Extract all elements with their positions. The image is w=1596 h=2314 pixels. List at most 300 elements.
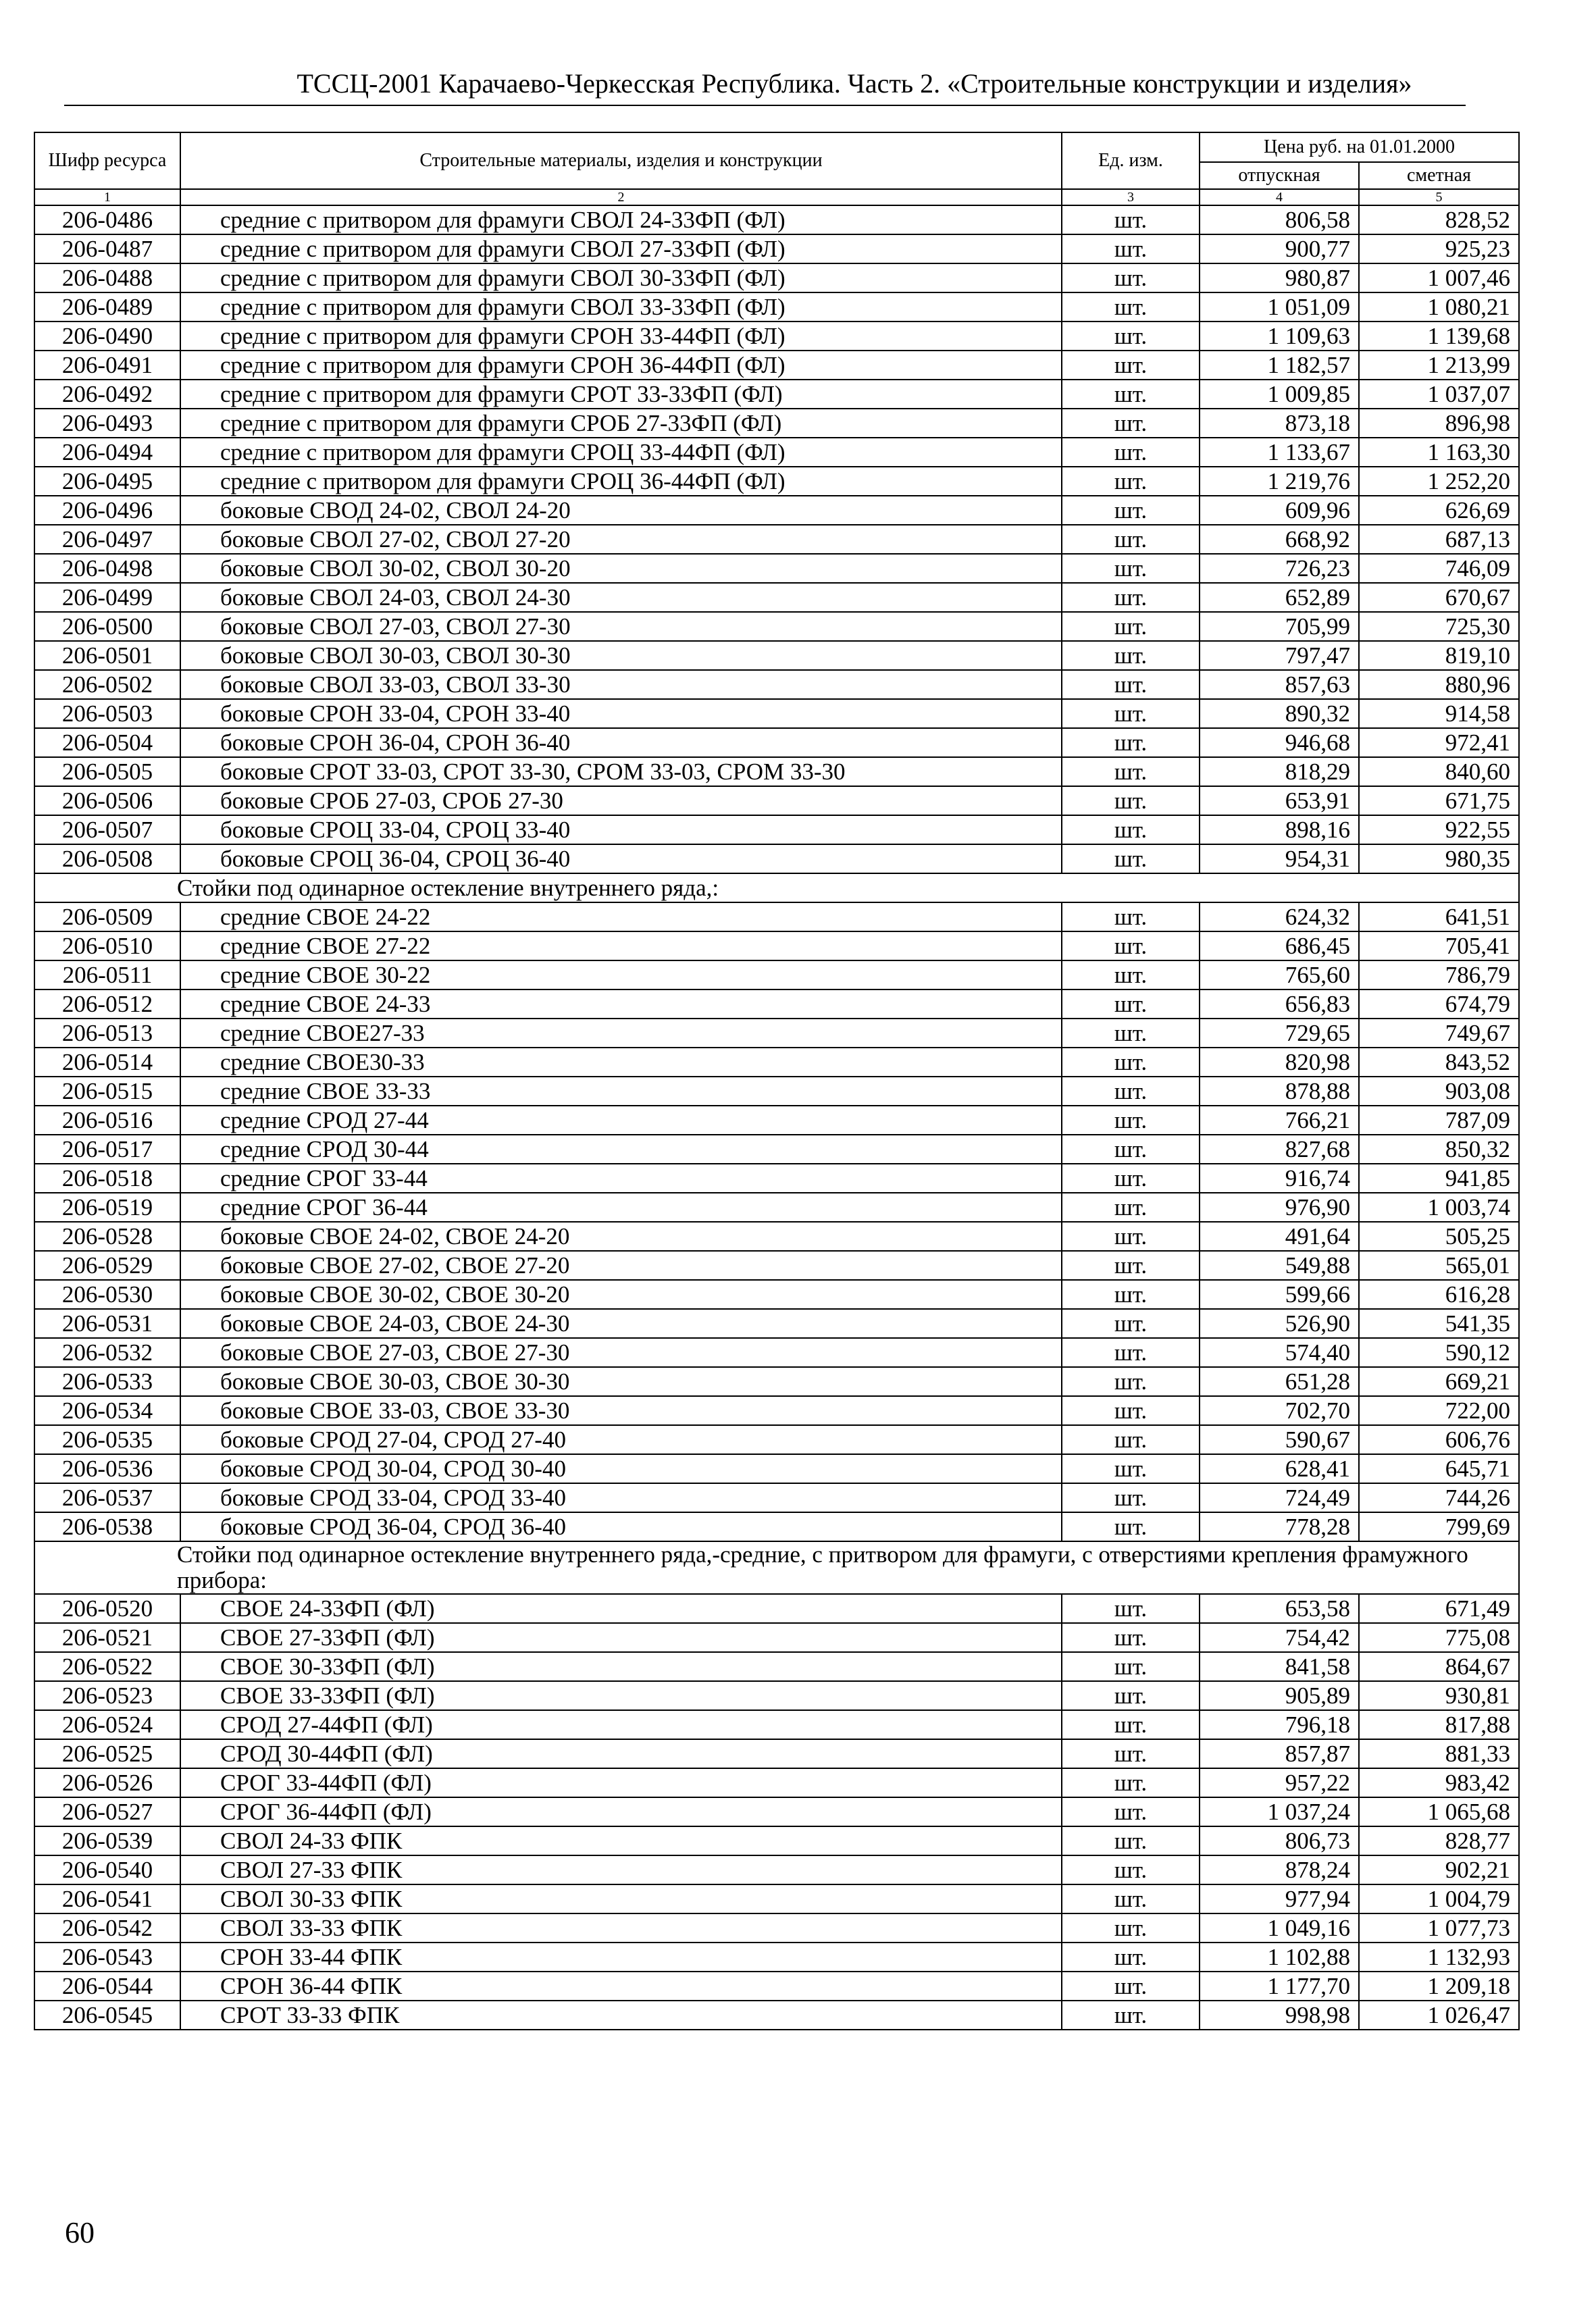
table-row [34,234,1519,263]
material-name: боковые СРОД 27-04, СРОД 27-40 [180,1425,1062,1454]
estimate-price: 1 132,93 [1359,1943,1519,1972]
material-name: боковые СРОЦ 36-04, СРОЦ 36-40 [180,844,1062,873]
estimate-price: 606,76 [1359,1425,1519,1454]
material-name: боковые СВОЕ 27-03, СВОЕ 27-30 [180,1338,1062,1367]
unit-cell: шт. [1062,292,1200,322]
estimate-price: 1 026,47 [1359,2001,1519,2030]
resource-code: 206-0503 [34,699,180,728]
table-row [34,1425,1519,1454]
resource-code: 206-0511 [34,960,180,989]
material-name: СВОЕ 30-33ФП (ФЛ) [180,1652,1062,1681]
estimate-price: 819,10 [1359,641,1519,670]
estimate-price: 787,09 [1359,1106,1519,1135]
material-name: СВОЛ 33-33 ФПК [180,1913,1062,1943]
material-name: средние СВОЕ 24-33 [180,989,1062,1019]
table-row [34,786,1519,815]
table-row [34,409,1519,438]
section-title: Стойки под одинарное остекление внутреннего ряда,-средние, с притвором для фрамуги, с отверстиями крепления фрамужного прибора: [34,1541,1519,1594]
resource-code: 206-0507 [34,815,180,844]
resource-code: 206-0497 [34,525,180,554]
unit-cell: шт. [1062,815,1200,844]
material-name: средние СВОЕ 24-22 [180,902,1062,931]
resource-code: 206-0515 [34,1077,180,1106]
resource-code: 206-0494 [34,438,180,467]
material-name: средние СРОГ 33-44 [180,1164,1062,1193]
table-row [34,931,1519,960]
unit-cell: шт. [1062,496,1200,525]
material-name: боковые СРОБ 27-03, СРОБ 27-30 [180,786,1062,815]
release-price: 841,58 [1200,1652,1359,1681]
estimate-price: 1 004,79 [1359,1884,1519,1913]
estimate-price: 941,85 [1359,1164,1519,1193]
release-price: 765,60 [1200,960,1359,989]
release-price: 905,89 [1200,1681,1359,1710]
material-name: боковые СРОД 36-04, СРОД 36-40 [180,1512,1062,1541]
unit-cell: шт. [1062,1367,1200,1396]
table-row [34,292,1519,322]
estimate-price: 565,01 [1359,1251,1519,1280]
release-price: 857,63 [1200,670,1359,699]
material-name: СВОЕ 27-33ФП (ФЛ) [180,1623,1062,1652]
estimate-price: 828,52 [1359,205,1519,234]
resource-code: 206-0533 [34,1367,180,1396]
unit-cell: шт. [1062,1222,1200,1251]
estimate-price: 725,30 [1359,612,1519,641]
release-price: 1 037,24 [1200,1797,1359,1826]
release-price: 796,18 [1200,1710,1359,1739]
resource-code: 206-0545 [34,2001,180,2030]
estimate-price: 1 003,74 [1359,1193,1519,1222]
release-price: 766,21 [1200,1106,1359,1135]
unit-cell: шт. [1062,1797,1200,1826]
resource-code: 206-0541 [34,1884,180,1913]
estimate-price: 983,42 [1359,1768,1519,1797]
estimate-price: 749,67 [1359,1019,1519,1048]
unit-cell: шт. [1062,902,1200,931]
table-row [34,1739,1519,1768]
estimate-price: 980,35 [1359,844,1519,873]
material-name: СРОД 30-44ФП (ФЛ) [180,1739,1062,1768]
table-row [34,1623,1519,1652]
col-number: 2 [180,189,1062,205]
table-row [34,1797,1519,1826]
material-name: средние с притвором для фрамуги СРОТ 33-33ФП (ФЛ) [180,380,1062,409]
estimate-price: 687,13 [1359,525,1519,554]
resource-code: 206-0504 [34,728,180,757]
material-name: средние с притвором для фрамуги СРОБ 27-33ФП (ФЛ) [180,409,1062,438]
release-price: 686,45 [1200,931,1359,960]
release-price: 890,32 [1200,699,1359,728]
release-price: 980,87 [1200,263,1359,292]
resource-code: 206-0500 [34,612,180,641]
resource-code: 206-0505 [34,757,180,786]
estimate-price: 541,35 [1359,1309,1519,1338]
table-row [34,2001,1519,2030]
unit-cell: шт. [1062,1594,1200,1623]
unit-cell: шт. [1062,844,1200,873]
unit-cell: шт. [1062,322,1200,351]
release-price: 976,90 [1200,1193,1359,1222]
estimate-price: 786,79 [1359,960,1519,989]
table-row [34,1367,1519,1396]
col-number: 5 [1359,189,1519,205]
unit-cell: шт. [1062,205,1200,234]
resource-code: 206-0489 [34,292,180,322]
estimate-price: 1 037,07 [1359,380,1519,409]
release-price: 818,29 [1200,757,1359,786]
estimate-price: 1 077,73 [1359,1913,1519,1943]
unit-cell: шт. [1062,438,1200,467]
table-row [34,263,1519,292]
col-header-code: Шифр ресурса [34,132,180,189]
release-price: 878,24 [1200,1855,1359,1884]
material-name: средние СРОД 27-44 [180,1106,1062,1135]
table-row [34,322,1519,351]
table-row [34,496,1519,525]
release-price: 574,40 [1200,1338,1359,1367]
table-row [34,1826,1519,1855]
col-number: 4 [1200,189,1359,205]
table-row [34,1077,1519,1106]
unit-cell: шт. [1062,351,1200,380]
material-name: средние с притвором для фрамуги СРОЦ 33-44ФП (ФЛ) [180,438,1062,467]
col-header-unit: Ед. изм. [1062,132,1200,189]
unit-cell: шт. [1062,583,1200,612]
release-price: 778,28 [1200,1512,1359,1541]
estimate-price: 744,26 [1359,1483,1519,1512]
resource-code: 206-0534 [34,1396,180,1425]
material-name: средние СРОГ 36-44 [180,1193,1062,1222]
col-number: 3 [1062,189,1200,205]
unit-cell: шт. [1062,670,1200,699]
estimate-price: 914,58 [1359,699,1519,728]
table-row [34,583,1519,612]
material-name: средние СВОЕ 27-22 [180,931,1062,960]
resource-code: 206-0535 [34,1425,180,1454]
estimate-price: 881,33 [1359,1739,1519,1768]
resource-code: 206-0512 [34,989,180,1019]
resource-code: 206-0519 [34,1193,180,1222]
table-row [34,1048,1519,1077]
unit-cell: шт. [1062,1623,1200,1652]
estimate-price: 925,23 [1359,234,1519,263]
unit-cell: шт. [1062,931,1200,960]
table-row [34,1884,1519,1913]
material-name: СРОГ 33-44ФП (ФЛ) [180,1768,1062,1797]
resource-code: 206-0518 [34,1164,180,1193]
estimate-price: 864,67 [1359,1652,1519,1681]
table-row [34,1280,1519,1309]
material-name: боковые СВОЕ 24-03, СВОЕ 24-30 [180,1309,1062,1338]
table-row [34,1164,1519,1193]
unit-cell: шт. [1062,1855,1200,1884]
resource-code: 206-0529 [34,1251,180,1280]
unit-cell: шт. [1062,1164,1200,1193]
estimate-price: 880,96 [1359,670,1519,699]
estimate-price: 902,21 [1359,1855,1519,1884]
resource-code: 206-0491 [34,351,180,380]
unit-cell: шт. [1062,1309,1200,1338]
table-row [34,960,1519,989]
table-row [34,554,1519,583]
resource-code: 206-0510 [34,931,180,960]
table-row [34,1943,1519,1972]
resource-code: 206-0531 [34,1309,180,1338]
material-name: боковые СВОЛ 30-03, СВОЛ 30-30 [180,641,1062,670]
table-row [34,1019,1519,1048]
resource-code: 206-0488 [34,263,180,292]
material-name: СВОЛ 27-33 ФПК [180,1855,1062,1884]
unit-cell: шт. [1062,2001,1200,2030]
estimate-price: 705,41 [1359,931,1519,960]
unit-cell: шт. [1062,525,1200,554]
unit-cell: шт. [1062,641,1200,670]
material-name: боковые СВОЛ 30-02, СВОЛ 30-20 [180,554,1062,583]
resource-code: 206-0520 [34,1594,180,1623]
release-price: 1 102,88 [1200,1943,1359,1972]
release-price: 652,89 [1200,583,1359,612]
release-price: 806,58 [1200,205,1359,234]
estimate-price: 922,55 [1359,815,1519,844]
resource-code: 206-0502 [34,670,180,699]
resource-code: 206-0540 [34,1855,180,1884]
material-name: боковые СВОЕ 27-02, СВОЕ 27-20 [180,1251,1062,1280]
table-row [34,351,1519,380]
release-price: 1 109,63 [1200,322,1359,351]
estimate-price: 1 139,68 [1359,322,1519,351]
resource-code: 206-0522 [34,1652,180,1681]
unit-cell: шт. [1062,1652,1200,1681]
unit-cell: шт. [1062,1251,1200,1280]
section-row [34,1541,1519,1594]
table-row [34,728,1519,757]
unit-cell: шт. [1062,554,1200,583]
release-price: 857,87 [1200,1739,1359,1768]
table-row [34,1855,1519,1884]
release-price: 1 009,85 [1200,380,1359,409]
estimate-price: 1 252,20 [1359,467,1519,496]
table-row [34,612,1519,641]
release-price: 656,83 [1200,989,1359,1019]
table-row [34,1972,1519,2001]
unit-cell: шт. [1062,234,1200,263]
estimate-price: 930,81 [1359,1681,1519,1710]
material-name: средние с притвором для фрамуги СРОН 33-44ФП (ФЛ) [180,322,1062,351]
table-row [34,1594,1519,1623]
estimate-price: 590,12 [1359,1338,1519,1367]
table-body [34,205,1519,2030]
material-name: боковые СРОД 33-04, СРОД 33-40 [180,1483,1062,1512]
material-name: средние СВОЕ27-33 [180,1019,1062,1048]
release-price: 797,47 [1200,641,1359,670]
release-price: 827,68 [1200,1135,1359,1164]
estimate-price: 840,60 [1359,757,1519,786]
unit-cell: шт. [1062,1019,1200,1048]
resource-code: 206-0530 [34,1280,180,1309]
resource-code: 206-0528 [34,1222,180,1251]
unit-cell: шт. [1062,1913,1200,1943]
resource-code: 206-0487 [34,234,180,263]
material-name: средние с притвором для фрамуги СВОЛ 27-33ФП (ФЛ) [180,234,1062,263]
release-price: 724,49 [1200,1483,1359,1512]
resource-code: 206-0495 [34,467,180,496]
estimate-price: 1 163,30 [1359,438,1519,467]
unit-cell: шт. [1062,1483,1200,1512]
unit-cell: шт. [1062,1077,1200,1106]
release-price: 820,98 [1200,1048,1359,1077]
material-name: боковые СРОН 33-04, СРОН 33-40 [180,699,1062,728]
release-price: 668,92 [1200,525,1359,554]
material-name: боковые СРОН 36-04, СРОН 36-40 [180,728,1062,757]
release-price: 1 182,57 [1200,351,1359,380]
unit-cell: шт. [1062,1193,1200,1222]
release-price: 754,42 [1200,1623,1359,1652]
table-row [34,525,1519,554]
table-row [34,1710,1519,1739]
page-number: 60 [65,2216,95,2249]
estimate-price: 817,88 [1359,1710,1519,1739]
release-price: 1 219,76 [1200,467,1359,496]
release-price: 609,96 [1200,496,1359,525]
table-row [34,1106,1519,1135]
resource-code: 206-0509 [34,902,180,931]
release-price: 873,18 [1200,409,1359,438]
col-header-estimate: сметная [1359,162,1519,189]
resource-code: 206-0543 [34,1943,180,1972]
release-price: 653,58 [1200,1594,1359,1623]
release-price: 702,70 [1200,1396,1359,1425]
material-name: боковые СВОЕ 30-02, СВОЕ 30-20 [180,1280,1062,1309]
resource-code: 206-0499 [34,583,180,612]
unit-cell: шт. [1062,728,1200,757]
material-name: средние СВОЕ 30-22 [180,960,1062,989]
resource-code: 206-0516 [34,1106,180,1135]
estimate-price: 746,09 [1359,554,1519,583]
material-name: средние с притвором для фрамуги СРОН 36-44ФП (ФЛ) [180,351,1062,380]
unit-cell: шт. [1062,1972,1200,2001]
unit-cell: шт. [1062,1338,1200,1367]
page-header: ТССЦ-2001 Карачаево-Черкесская Республика. Часть 2. «Строительные конструкции и изделия» [297,68,1412,99]
release-price: 1 177,70 [1200,1972,1359,2001]
release-price: 954,31 [1200,844,1359,873]
unit-cell: шт. [1062,380,1200,409]
table-row [34,467,1519,496]
unit-cell: шт. [1062,1943,1200,1972]
unit-cell: шт. [1062,1396,1200,1425]
table-row [34,1652,1519,1681]
estimate-price: 843,52 [1359,1048,1519,1077]
release-price: 946,68 [1200,728,1359,757]
material-name: средние с притвором для фрамуги СВОЛ 30-33ФП (ФЛ) [180,263,1062,292]
material-name: СРОН 33-44 ФПК [180,1943,1062,1972]
release-price: 726,23 [1200,554,1359,583]
estimate-price: 850,32 [1359,1135,1519,1164]
material-name: СВОЕ 24-33ФП (ФЛ) [180,1594,1062,1623]
release-price: 590,67 [1200,1425,1359,1454]
section-title: Стойки под одинарное остекление внутреннего ряда,: [34,873,1519,902]
estimate-price: 669,21 [1359,1367,1519,1396]
release-price: 653,91 [1200,786,1359,815]
col-header-price: Цена руб. на 01.01.2000 [1200,132,1519,162]
table-row [34,815,1519,844]
col-header-name: Строительные материалы, изделия и конструкции [180,132,1062,189]
table-row [34,1913,1519,1943]
estimate-price: 903,08 [1359,1077,1519,1106]
release-price: 977,94 [1200,1884,1359,1913]
unit-cell: шт. [1062,409,1200,438]
estimate-price: 671,49 [1359,1594,1519,1623]
resource-code: 206-0521 [34,1623,180,1652]
unit-cell: шт. [1062,1135,1200,1164]
unit-cell: шт. [1062,1710,1200,1739]
material-name: боковые СВОЕ 33-03, СВОЕ 33-30 [180,1396,1062,1425]
release-price: 526,90 [1200,1309,1359,1338]
material-name: боковые СВОЛ 33-03, СВОЛ 33-30 [180,670,1062,699]
resource-code: 206-0532 [34,1338,180,1367]
estimate-price: 775,08 [1359,1623,1519,1652]
material-name: средние СВОЕ30-33 [180,1048,1062,1077]
release-price: 549,88 [1200,1251,1359,1280]
estimate-price: 1 080,21 [1359,292,1519,322]
estimate-price: 641,51 [1359,902,1519,931]
estimate-price: 1 007,46 [1359,263,1519,292]
release-price: 806,73 [1200,1826,1359,1855]
table-row [34,1681,1519,1710]
resource-code: 206-0527 [34,1797,180,1826]
resource-code: 206-0544 [34,1972,180,2001]
table-row [34,1135,1519,1164]
release-price: 624,32 [1200,902,1359,931]
table-row [34,1338,1519,1367]
estimate-price: 670,67 [1359,583,1519,612]
estimate-price: 671,75 [1359,786,1519,815]
estimate-price: 828,77 [1359,1826,1519,1855]
resource-code: 206-0538 [34,1512,180,1541]
unit-cell: шт. [1062,467,1200,496]
table-row [34,1396,1519,1425]
estimate-price: 645,71 [1359,1454,1519,1483]
material-name: боковые СРОЦ 33-04, СРОЦ 33-40 [180,815,1062,844]
unit-cell: шт. [1062,699,1200,728]
release-price: 957,22 [1200,1768,1359,1797]
table-row [34,1483,1519,1512]
material-name: СРОН 36-44 ФПК [180,1972,1062,2001]
release-price: 998,98 [1200,2001,1359,2030]
unit-cell: шт. [1062,1048,1200,1077]
table-row [34,1768,1519,1797]
release-price: 898,16 [1200,815,1359,844]
unit-cell: шт. [1062,757,1200,786]
resource-code: 206-0542 [34,1913,180,1943]
estimate-price: 799,69 [1359,1512,1519,1541]
table-row [34,205,1519,234]
resource-code: 206-0525 [34,1739,180,1768]
table-row [34,989,1519,1019]
material-name: СРОТ 33-33 ФПК [180,2001,1062,2030]
unit-cell: шт. [1062,263,1200,292]
resource-code: 206-0498 [34,554,180,583]
estimate-price: 1 213,99 [1359,351,1519,380]
unit-cell: шт. [1062,1454,1200,1483]
table-row [34,380,1519,409]
resource-code: 206-0501 [34,641,180,670]
resource-code: 206-0537 [34,1483,180,1512]
unit-cell: шт. [1062,1280,1200,1309]
estimate-price: 616,28 [1359,1280,1519,1309]
estimate-price: 674,79 [1359,989,1519,1019]
resource-code: 206-0523 [34,1681,180,1710]
table-row [34,902,1519,931]
